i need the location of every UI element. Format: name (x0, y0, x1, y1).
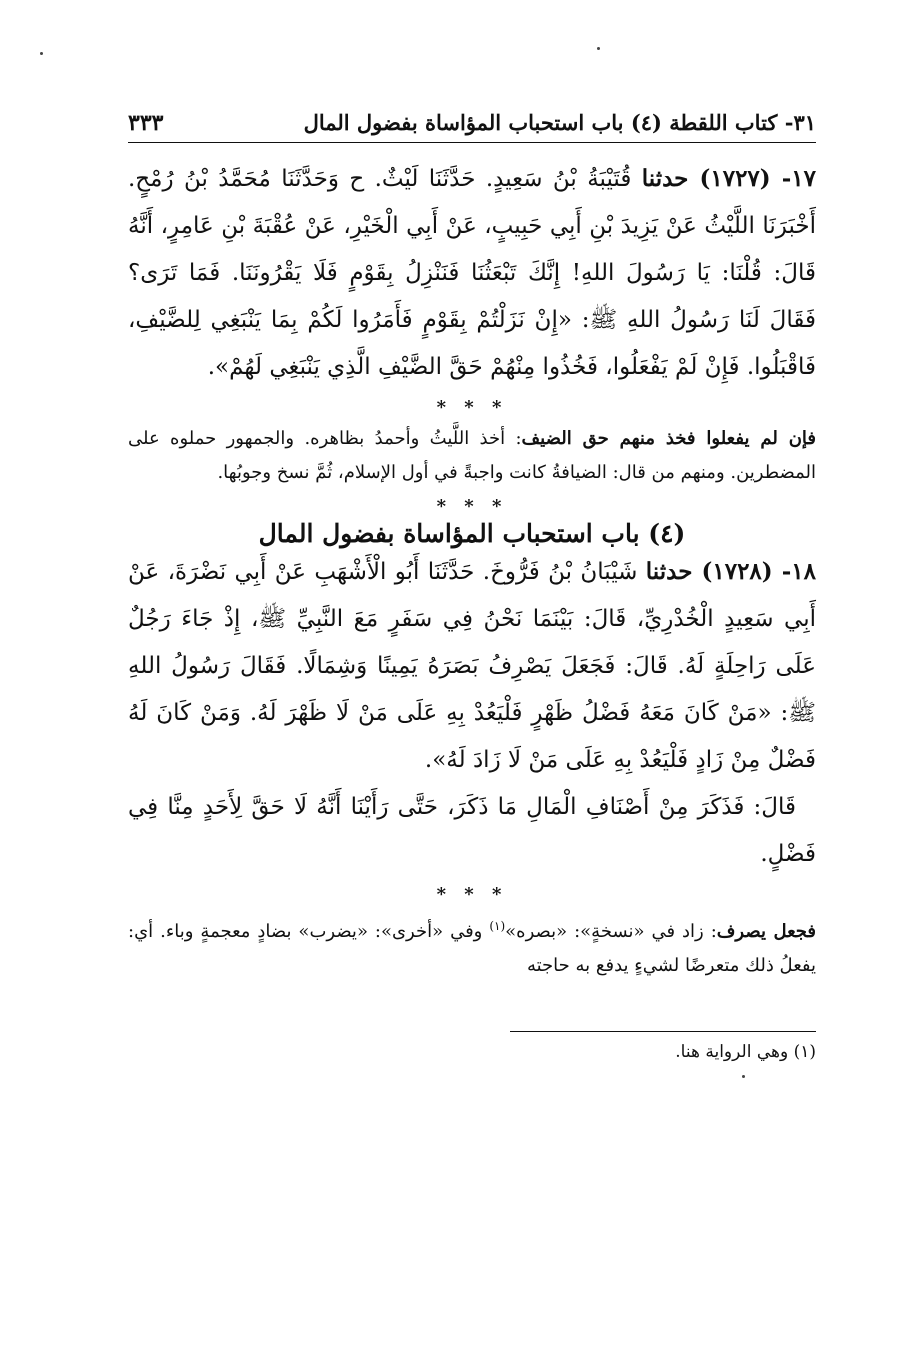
hadith-18-text: شَيْبَانُ بْنُ فَرُّوخَ. حَدَّثَنَا أَبُو الْأَشْهَبِ عَنْ أَبِي نَضْرَةَ، عَنْ أَبِي سَعِيدٍ الْخُدْرِيِّ، قَالَ: بَيْنَمَا نَحْنُ فِي سَفَرٍ مَعَ النَّبِيِّ ﷺ، إِذْ جَاءَ رَجُلٌ عَلَى رَاحِلَةٍ لَهُ. قَالَ: فَجَعَلَ يَصْرِفُ بَصَرَهُ يَمِينًا وَشِمَالًا. فَقَالَ رَسُولُ اللهِ ﷺ: «مَنْ كَانَ مَعَهُ فَضْلُ ظَهْرٍ فَلْيَعُدْ بِهِ عَلَى مَنْ لَا ظَهْرَ لَهُ. وَمَنْ كَانَ لَهُ فَضْلٌ مِنْ زَادٍ فَلْيَعُدْ بِهِ عَلَى مَنْ لَا زَادَ لَهُ». (128, 559, 816, 773)
scan-speck-1 (40, 52, 43, 55)
hadith-17 (128, 155, 816, 391)
separator-stars-3: * * * (436, 884, 508, 905)
commentary-2-text-2: وفي «أخرى»: «يضرب» بضادٍ معجمةٍ وباء. أي: يفعلُ ذلك متعرضًا لشيءٍ يدفع به حاجته (128, 921, 816, 976)
commentary-1 (128, 422, 816, 490)
commentary-2-text: : زاد في «نسخةٍ»: «بصره» (505, 921, 717, 942)
footnote-divider (510, 1031, 816, 1032)
footnote-reference[interactable]: (١) (489, 919, 506, 933)
footnote-1: (١) وهي الرواية هنا. (675, 1042, 816, 1062)
commentary-1-lead: فإن لم يفعلوا فخذ منهم حق الضيف (521, 428, 817, 449)
page-number: ٣٣٣ (128, 110, 164, 136)
scan-speck-3 (742, 1075, 745, 1078)
hadith-18-number: ١٨- (١٧٢٨) حدثنا (645, 558, 817, 585)
commentary-2-lead: فجعل يصرف (716, 921, 817, 942)
hadith-18 (128, 548, 816, 878)
commentary-2 (128, 909, 816, 983)
book-page (128, 110, 816, 1062)
commentary-1-text: : أخذ اللَّيثُ وأحمدُ بظاهره. والجمهور حملوه على المضطرين. ومنهم من قال: الضيافةُ كانت واجبةً في أول الإسلام، ثُمَّ نسخ وجوبُها. (128, 428, 816, 483)
header-title: ٣١- كتاب اللقطة (٤) باب استحباب المؤاساة بفضول المال (303, 110, 816, 135)
hadith-17-text: قُتَيْبَةُ بْنُ سَعِيدٍ. حَدَّثَنَا لَيْثٌ. ح وَحَدَّثَنَا مُحَمَّدُ بْنُ رُمْحٍ. أَخْبَرَنَا اللَّيْثُ عَنْ يَزِيدَ بْنِ أَبِي حَبِيبٍ، عَنْ أَبِي الْخَيْرِ، عَنْ عُقْبَةَ بْنِ عَامِرٍ، أَنَّهُ قَالَ: قُلْنَا: يَا رَسُولَ اللهِ! إِنَّكَ تَبْعَثُنَا فَنَنْزِلُ بِقَوْمٍ فَلَا يَقْرُونَنَا. فَمَا تَرَى؟ فَقَالَ لَنَا رَسُولُ اللهِ ﷺ: «إِنْ نَزَلْتُمْ بِقَوْمٍ فَأَمَرُوا لَكُمْ بِمَا يَنْبَغِي لِلضَّيْفِ، فَاقْبَلُوا. فَإِنْ لَمْ يَفْعَلُوا، فَخُذُوا مِنْهُمْ حَقَّ الضَّيْفِ الَّذِي يَنْبَغِي لَهُمْ». (128, 166, 816, 380)
separator-stars-2: * * * (436, 496, 508, 517)
chapter-title: (٤) باب استحباب المؤاساة بفضول المال (258, 519, 686, 548)
hadith-17-number: ١٧- (١٧٢٧) حدثنا (641, 165, 817, 192)
scan-speck-2 (597, 47, 600, 50)
running-header (128, 110, 816, 143)
hadith-18-text-2: قَالَ: فَذَكَرَ مِنْ أَصْنَافِ الْمَالِ مَا ذَكَرَ، حَتَّى رَأَيْنَا أَنَّهُ لَا حَقَّ لِأَحَدٍ مِنَّا فِي فَضْلٍ. (128, 794, 816, 867)
separator-stars-1: * * * (436, 397, 508, 418)
